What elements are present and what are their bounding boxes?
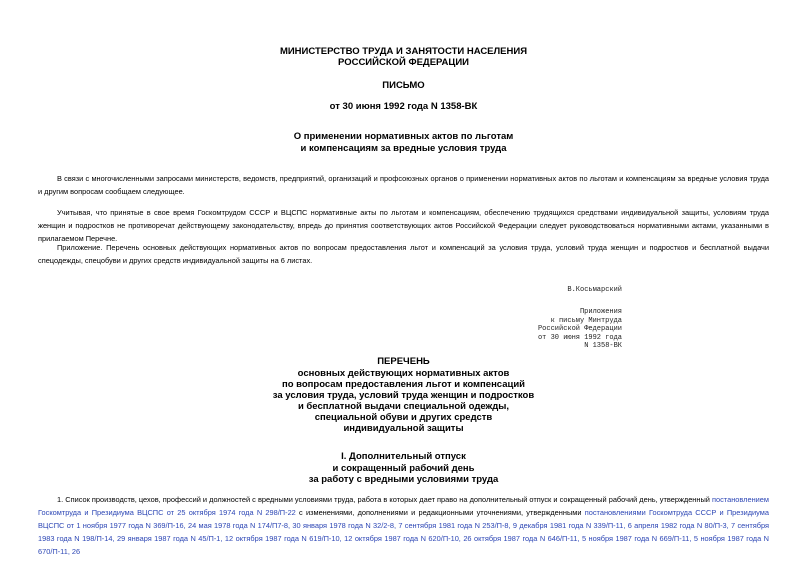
decree-link[interactable]: постановлениями Госкомтруда СССР и Президиума ВЦСПС от 1 ноября 1977 года N 369/П-16, 24 мая 1978 года N 174/П7-8, 30 января 1978 года N 32/2-8, 7 сентября 1981 года N 253/П-8, 9 декабря 1981 года N 339/П-11, 6 апреля 1982 года N 80/П-3, 7 сентября 1983 года N 198/П-14, 29 января 1987 года N 45/П-1, 12 октября 1987 года N 619/П-10, 12 октября 1987 года N 620/П-10, 26 октября 1987 года N 646/П-11, 5 ноября 1987 года N 669/П-11, 5 ноября 1987 года N 670/П-11, 26 bbox=[38, 508, 769, 556]
appendix-note-line: к письму Минтруда bbox=[550, 316, 622, 325]
document-date: от 30 июня 1992 года N 1358-ВК bbox=[329, 101, 478, 112]
list-title-line: за условия труда, условий труда женщин и подростков bbox=[272, 390, 535, 401]
appendix-note-line: Российской Федерации bbox=[537, 325, 622, 334]
subject-line1: О применении нормативных актов по льготам bbox=[293, 131, 514, 142]
decree-link[interactable]: постановлением Госкомтруда и Президиума ВЦСПС от 25 октября 1974 года N 298/П-22 bbox=[38, 495, 769, 517]
list-title-line: специальной обуви и других средств bbox=[314, 412, 493, 423]
list-item-1 bbox=[38, 493, 769, 558]
list-title-line: по вопросам предоставления льгот и компенсаций bbox=[281, 379, 526, 390]
list-heading: ПЕРЕЧЕНЬ bbox=[377, 356, 430, 367]
paragraph-2: Учитывая, что принятые в свое время Госкомтрудом СССР и ВЦСПС нормативные акты по льготам и компенсациям, обеспечению трудящихся средствами индивидуальной защиты, условиям труда женщин и подростков не противоречат действующему законодательству, впредь до принятия соответствующих актов Российской Федерации следует руководствоваться нормативными актами, указанными в прилагаемом Перечне. bbox=[38, 208, 769, 243]
signature: В.Косьмарский bbox=[567, 286, 622, 294]
appendix-note-line: от 30 июня 1992 года bbox=[537, 333, 622, 342]
section-title-line: и сокращенный рабочий день bbox=[332, 463, 475, 474]
paragraph-3: Приложение. Перечень основных действующих нормативных актов по вопросам предоставления льгот и компенсаций за условия труда, условий труда женщин и подростков и бесплатной выдачи спецодежды, спецобуви и других средств индивидуальной защиты на 6 листах. bbox=[38, 243, 769, 265]
item-text: с изменениями, дополнениями и редакционными уточнениями, утвержденными bbox=[299, 508, 585, 517]
section-title-line: за работу с вредными условиями труда bbox=[308, 474, 499, 485]
subject-line2: и компенсациям за вредные условия труда bbox=[300, 143, 507, 154]
appendix-note-line: N 1358-ВК bbox=[584, 342, 622, 351]
document-type: ПИСЬМО bbox=[382, 80, 425, 91]
paragraph-1: В связи с многочисленными запросами министерств, ведомств, предприятий, организаций и профсоюзных органов о применении нормативных актов по льготам и компенсациям за вредные условия труда и другим вопросам сообщаем следующее. bbox=[38, 174, 769, 196]
ministry-title-line1: МИНИСТЕРСТВО ТРУДА И ЗАНЯТОСТИ НАСЕЛЕНИЯ bbox=[279, 46, 528, 57]
item-text: 1. Список производств, цехов, профессий и должностей с вредными условиями труда, работа в которых дает право на дополнительный отпуск и сокращенный рабочий день, утвержденный bbox=[57, 495, 712, 504]
ministry-title-line2: РОССИЙСКОЙ ФЕДЕРАЦИИ bbox=[337, 57, 469, 68]
appendix-note-line: Приложения bbox=[579, 308, 622, 316]
list-title-line: индивидуальной защиты bbox=[343, 423, 464, 434]
appendix-note bbox=[538, 308, 622, 351]
section-title-line: I. Дополнительный отпуск bbox=[341, 451, 466, 462]
list-title-line: основных действующих нормативных актов bbox=[297, 368, 510, 379]
list-title-line: и бесплатной выдачи специальной одежды, bbox=[297, 401, 510, 412]
